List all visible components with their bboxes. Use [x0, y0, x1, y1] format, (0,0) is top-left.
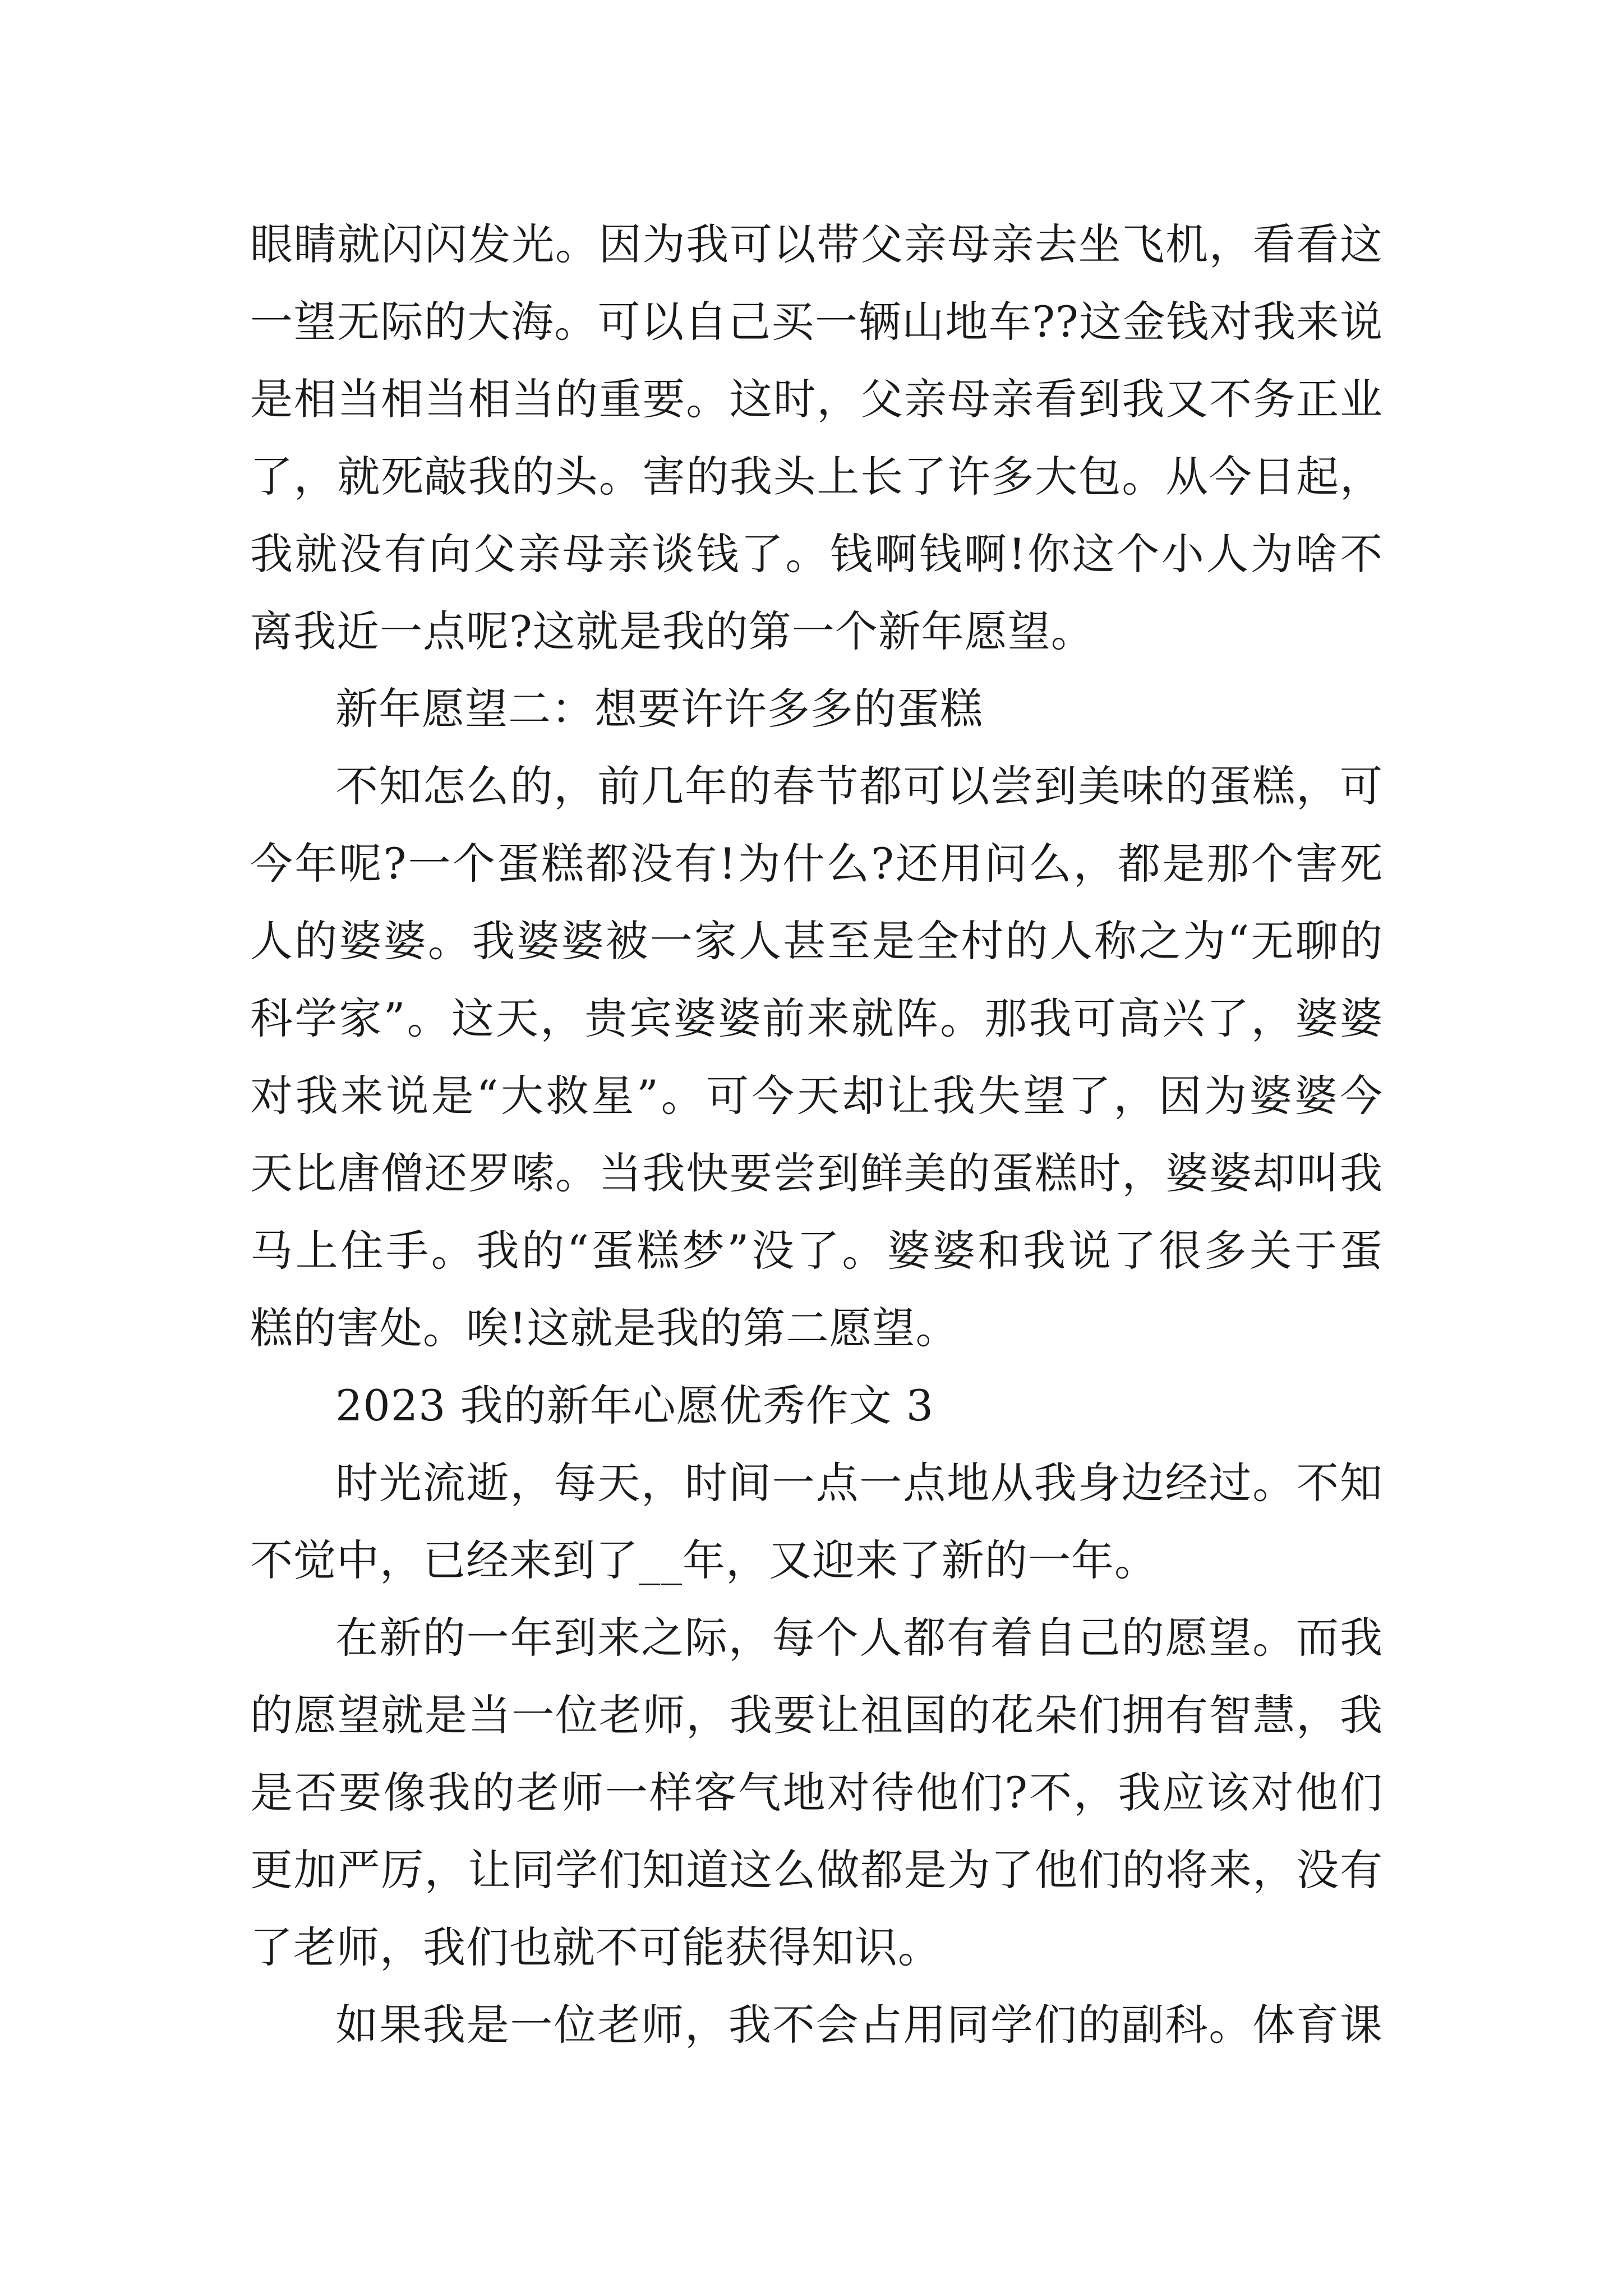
text-line: 更加严厉，让同学们知道这么做都是为了他们的将来，没有 [250, 1845, 1383, 1895]
text-line: 如果我是一位老师，我不会占用同学们的副科。体育课 [335, 2000, 1383, 2050]
text-line: 不知怎么的，前几年的春节都可以尝到美味的蛋糕，可 [335, 761, 1383, 811]
text-line: 了老师，我们也就不可能获得知识。 [250, 1922, 941, 1972]
text-line: 今年呢?一个蛋糕都没有!为什么?还用问么，都是那个害死 [250, 839, 1383, 889]
text-line: 一望无际的大海。可以自己买一辆山地车??这金钱对我来说 [250, 297, 1383, 347]
text-line: 是相当相当相当的重要。这时，父亲母亲看到我又不务正业 [250, 374, 1383, 424]
text-line: 人的婆婆。我婆婆被一家人甚至是全村的人称之为“无聊的 [250, 916, 1383, 966]
text-line: 马上住手。我的“蛋糕梦”没了。婆婆和我说了很多关于蛋 [250, 1226, 1383, 1276]
section-heading: 新年愿望二：想要许许多多的蛋糕 [335, 684, 983, 734]
text-line: 科学家”。这天，贵宾婆婆前来就阵。那我可高兴了，婆婆 [250, 993, 1383, 1043]
text-line: 糕的害处。唉!这就是我的第二愿望。 [250, 1303, 959, 1353]
text-line: 天比唐僧还罗嗦。当我快要尝到鲜美的蛋糕时，婆婆却叫我 [250, 1148, 1383, 1198]
text-line: 眼睛就闪闪发光。因为我可以带父亲母亲去坐飞机，看看这 [250, 219, 1383, 269]
text-line: 时光流逝，每天，时间一点一点地从我身边经过。不知 [335, 1458, 1383, 1508]
text-line: 离我近一点呢?这就是我的第一个新年愿望。 [250, 606, 1094, 656]
text-line: 对我来说是“大救星”。可今天却让我失望了，因为婆婆今 [250, 1071, 1383, 1121]
text-line: 的愿望就是当一位老师，我要让祖国的花朵们拥有智慧，我 [250, 1690, 1383, 1740]
text-line: 是否要像我的老师一样客气地对待他们?不，我应该对他们 [250, 1768, 1383, 1818]
text-line: 不觉中，已经来到了__年，又迎来了新的一年。 [250, 1535, 1158, 1585]
text-line: 我就没有向父亲母亲谈钱了。钱啊钱啊!你这个小人为啥不 [250, 529, 1383, 579]
text-line: 在新的一年到来之际，每个人都有着自己的愿望。而我 [335, 1613, 1383, 1663]
text-line: 了，就死敲我的头。害的我头上长了许多大包。从今日起， [250, 452, 1383, 501]
essay-title: 2023 我的新年心愿优秀作文 3 [335, 1381, 934, 1430]
